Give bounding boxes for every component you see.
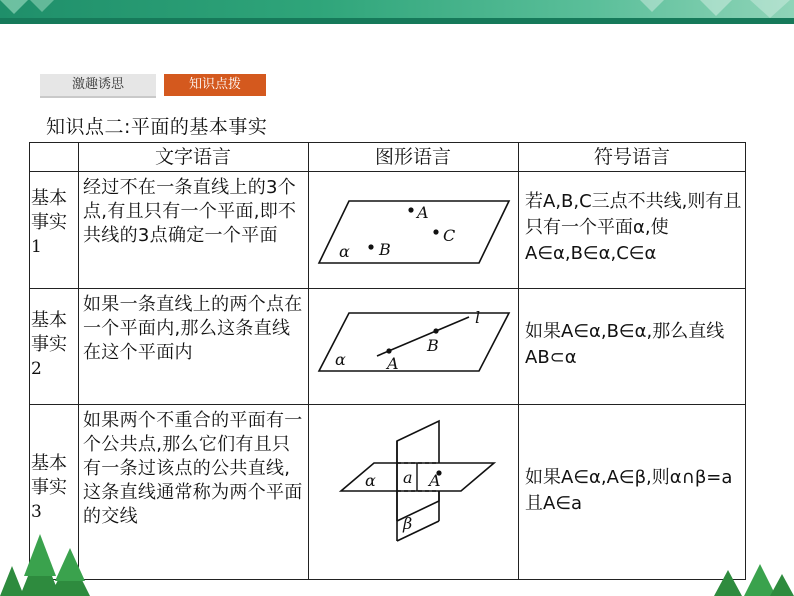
row-label-fact-3: 基本 事实 3: [31, 453, 67, 522]
tree-decoration-left: [0, 526, 110, 596]
fig3-label-beta: β: [403, 514, 413, 533]
tab-knowledge[interactable]: 知识点拨: [164, 74, 266, 96]
facts-table: [29, 142, 746, 580]
figure-fact-3: [309, 411, 519, 551]
fig1-label-a: A: [417, 203, 429, 222]
row-symbol-fact-3: 如果A∈α,A∈β,则α∩β=a且A∈a: [525, 467, 733, 514]
tree-decoration-right: [704, 556, 794, 596]
row-label-fact-1: 基本 事实 1: [31, 188, 67, 257]
header-symbol-language: 符号语言: [593, 146, 670, 168]
fig3-label-point: A: [429, 471, 441, 490]
fig1-label-b: B: [379, 240, 391, 259]
fig2-label-a: A: [387, 354, 399, 373]
top-banner: [0, 0, 794, 24]
row-text-fact-1: 经过不在一条直线上的3个点,有且只有一个平面,即不共线的3点确定一个平面: [83, 177, 297, 246]
row-text-fact-2: 如果一条直线上的两个点在一个平面内,那么这条直线在这个平面内: [83, 294, 303, 363]
row-text-fact-3: 如果两个不重合的平面有一个公共点,那么它们有且只有一条过该点的公共直线,这条直线通常称为两个平面的交线: [83, 410, 303, 527]
fig1-label-plane: α: [339, 242, 350, 261]
figure-fact-2: [309, 301, 519, 401]
header-figure-language: 图形语言: [374, 146, 451, 168]
page-title: 知识点二:平面的基本事实: [46, 116, 268, 138]
fig3-label-alpha: α: [365, 471, 376, 490]
tab-interest[interactable]: 激趣诱思: [40, 74, 156, 98]
row-symbol-fact-2: 如果A∈α,B∈α,那么直线AB⊂α: [525, 321, 725, 368]
section-tabs: [40, 74, 266, 96]
header-text-language: 文字语言: [154, 146, 231, 168]
row-label-fact-2: 基本 事实 2: [31, 310, 67, 379]
figure-fact-1: [309, 183, 519, 283]
fig3-label-line: a: [403, 468, 413, 487]
fig2-label-plane: α: [335, 350, 346, 369]
row-symbol-fact-1: 若A,B,C三点不共线,则有且只有一个平面α,使A∈α,B∈α,C∈α: [525, 191, 742, 264]
fig2-label-line: l: [475, 308, 481, 327]
fig2-label-b: B: [427, 336, 439, 355]
fig1-label-c: C: [443, 226, 456, 245]
